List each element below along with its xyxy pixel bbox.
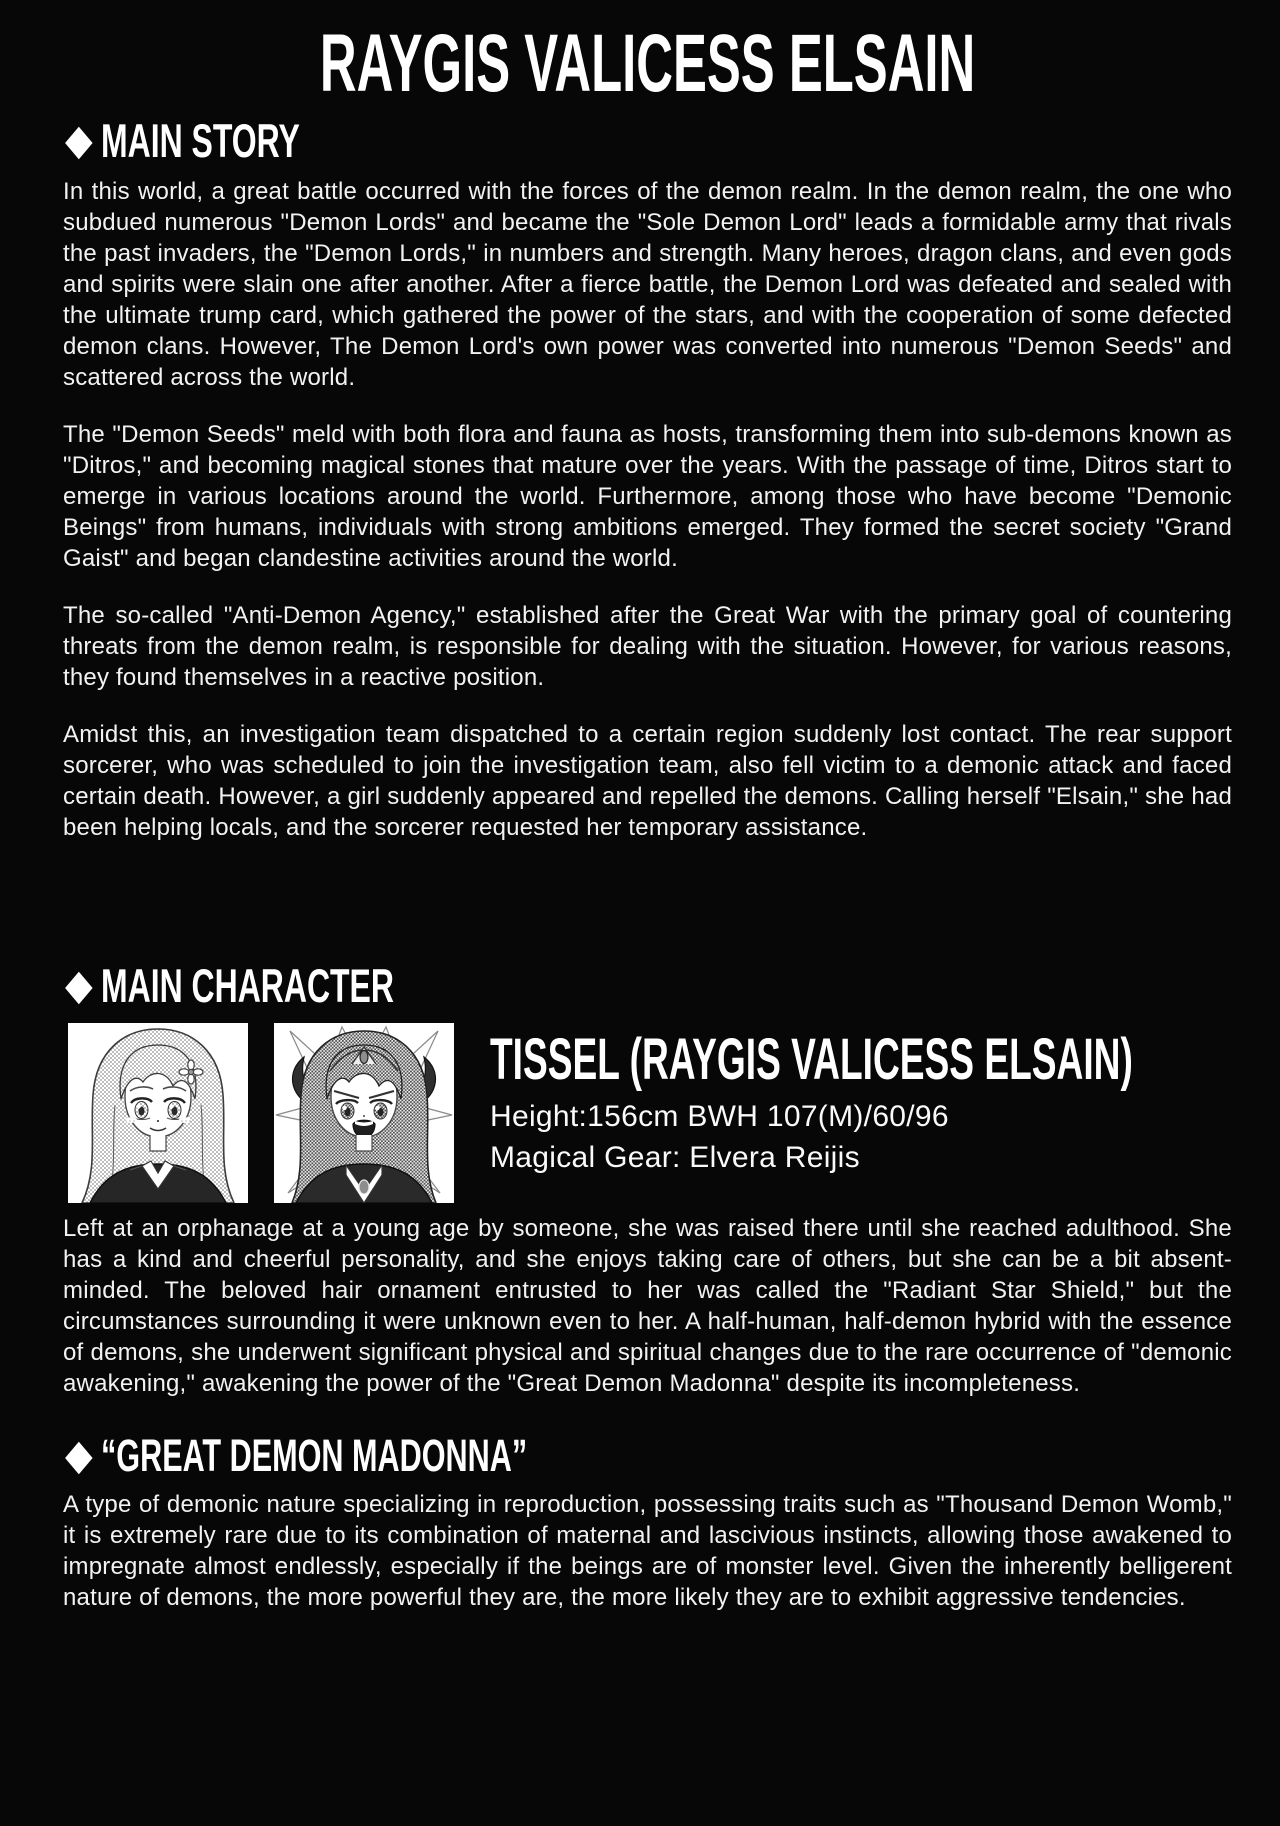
main-story-section — [63, 114, 1232, 843]
character-portraits — [68, 1023, 454, 1203]
main-story-paragraph-1: In this world, a great battle occurred with the forces of the demon realm. In the demon realm, the one who subdued numerous "Demon Lords" and became the "Sole Demon Lord" leads a formidable army that rivals the past invaders, the "Demon Lords," in numbers and strength. Many heroes, dragon clans, and even gods and spirits were slain one after another. After a fierce battle, the Demon Lord was defeated and sealed with the ultimate trump card, which gathered the power of the stars, and with the cooperation of some defected demon clans. However, The Demon Lord's own power was converted into numerous "Demon Seeds" and scattered across the world. — [63, 178, 1232, 391]
diamond-icon: ◆ — [65, 1431, 93, 1480]
main-story-paragraph-3: The so-called "Anti-Demon Agency," established after the Great War with the primary goal of countering threats from the demon realm, is responsible for dealing with the situation. However, for various reasons, they found themselves in a reactive position. — [63, 602, 1232, 691]
character-name — [490, 1029, 1232, 1091]
main-story-heading — [63, 114, 1232, 168]
diamond-icon: ◆ — [65, 116, 93, 165]
character-stats: Height:156cm BWH 107(M)/60/96 — [490, 1100, 949, 1133]
great-demon-madonna-heading-text: “GREAT DEMON MADONNA” — [100, 1430, 527, 1481]
main-character-heading — [63, 959, 1232, 1013]
great-demon-madonna-section — [63, 1429, 1232, 1613]
character-name-text: TISSEL (RAYGIS VALICESS ELSAIN) — [490, 1027, 1133, 1092]
page-title — [63, 18, 1232, 109]
great-demon-madonna-heading — [63, 1429, 1232, 1483]
tissel-normal-portrait — [68, 1023, 248, 1203]
main-character-heading-text: MAIN CHARACTER — [100, 959, 394, 1012]
main-story-paragraph-2: The "Demon Seeds" meld with both flora and fauna as hosts, transforming them into sub-demons known as "Ditros," and becoming magical stones that mature over the years. With the passage of time, Ditros start to emerge in various locations around the world. Furthermore, among those who have become "Demonic Beings" from humans, individuals with strong ambitions emerged. They formed the secret society "Grand Gaist" and began clandestine activities around the world. — [63, 421, 1232, 572]
main-character-section — [63, 959, 1232, 1399]
great-demon-madonna-paragraph: A type of demonic nature specializing in reproduction, possessing traits such as "Thousand Demon Womb," it is extremely rare due to its combination of maternal and lascivious instincts, allowing those awakened to impregnate almost endlessly, especially if the beings are of monster level. Given the inherently belligerent nature of demons, the more powerful they are, the more likely they are to exhibit aggressive tendencies. — [63, 1491, 1232, 1611]
diamond-icon: ◆ — [65, 961, 93, 1010]
tissel-awakened-portrait — [274, 1023, 454, 1203]
character-info — [490, 1023, 1232, 1178]
page-title-text: RAYGIS VALICESS ELSAIN — [319, 18, 976, 109]
character-summary-row — [63, 1023, 1232, 1203]
character-description: Left at an orphanage at a young age by someone, she was raised there until she reached adulthood. She has a kind and cheerful personality, and she enjoys taking care of others, but she can be a bit absent-minded. The beloved hair ornament entrusted to her was called the "Radiant Star Shield," but the circumstances surrounding it were unknown even to her. A half-human, half-demon hybrid with the essence of demons, she underwent significant physical and spiritual changes due to the rare occurrence of "demonic awakening," awakening the power of the "Great Demon Madonna" despite its incompleteness. — [63, 1215, 1232, 1397]
character-gear: Magical Gear: Elvera Reijis — [490, 1141, 860, 1174]
main-story-paragraph-4: Amidst this, an investigation team dispatched to a certain region suddenly lost contact. The rear support sorcerer, who was scheduled to join the investigation team, also fell victim to a demonic attack and faced certain death. However, a girl suddenly appeared and repelled the demons. Calling herself "Elsain," she had been helping locals, and the sorcerer requested her temporary assistance. — [63, 721, 1232, 841]
main-story-heading-text: MAIN STORY — [100, 114, 300, 167]
